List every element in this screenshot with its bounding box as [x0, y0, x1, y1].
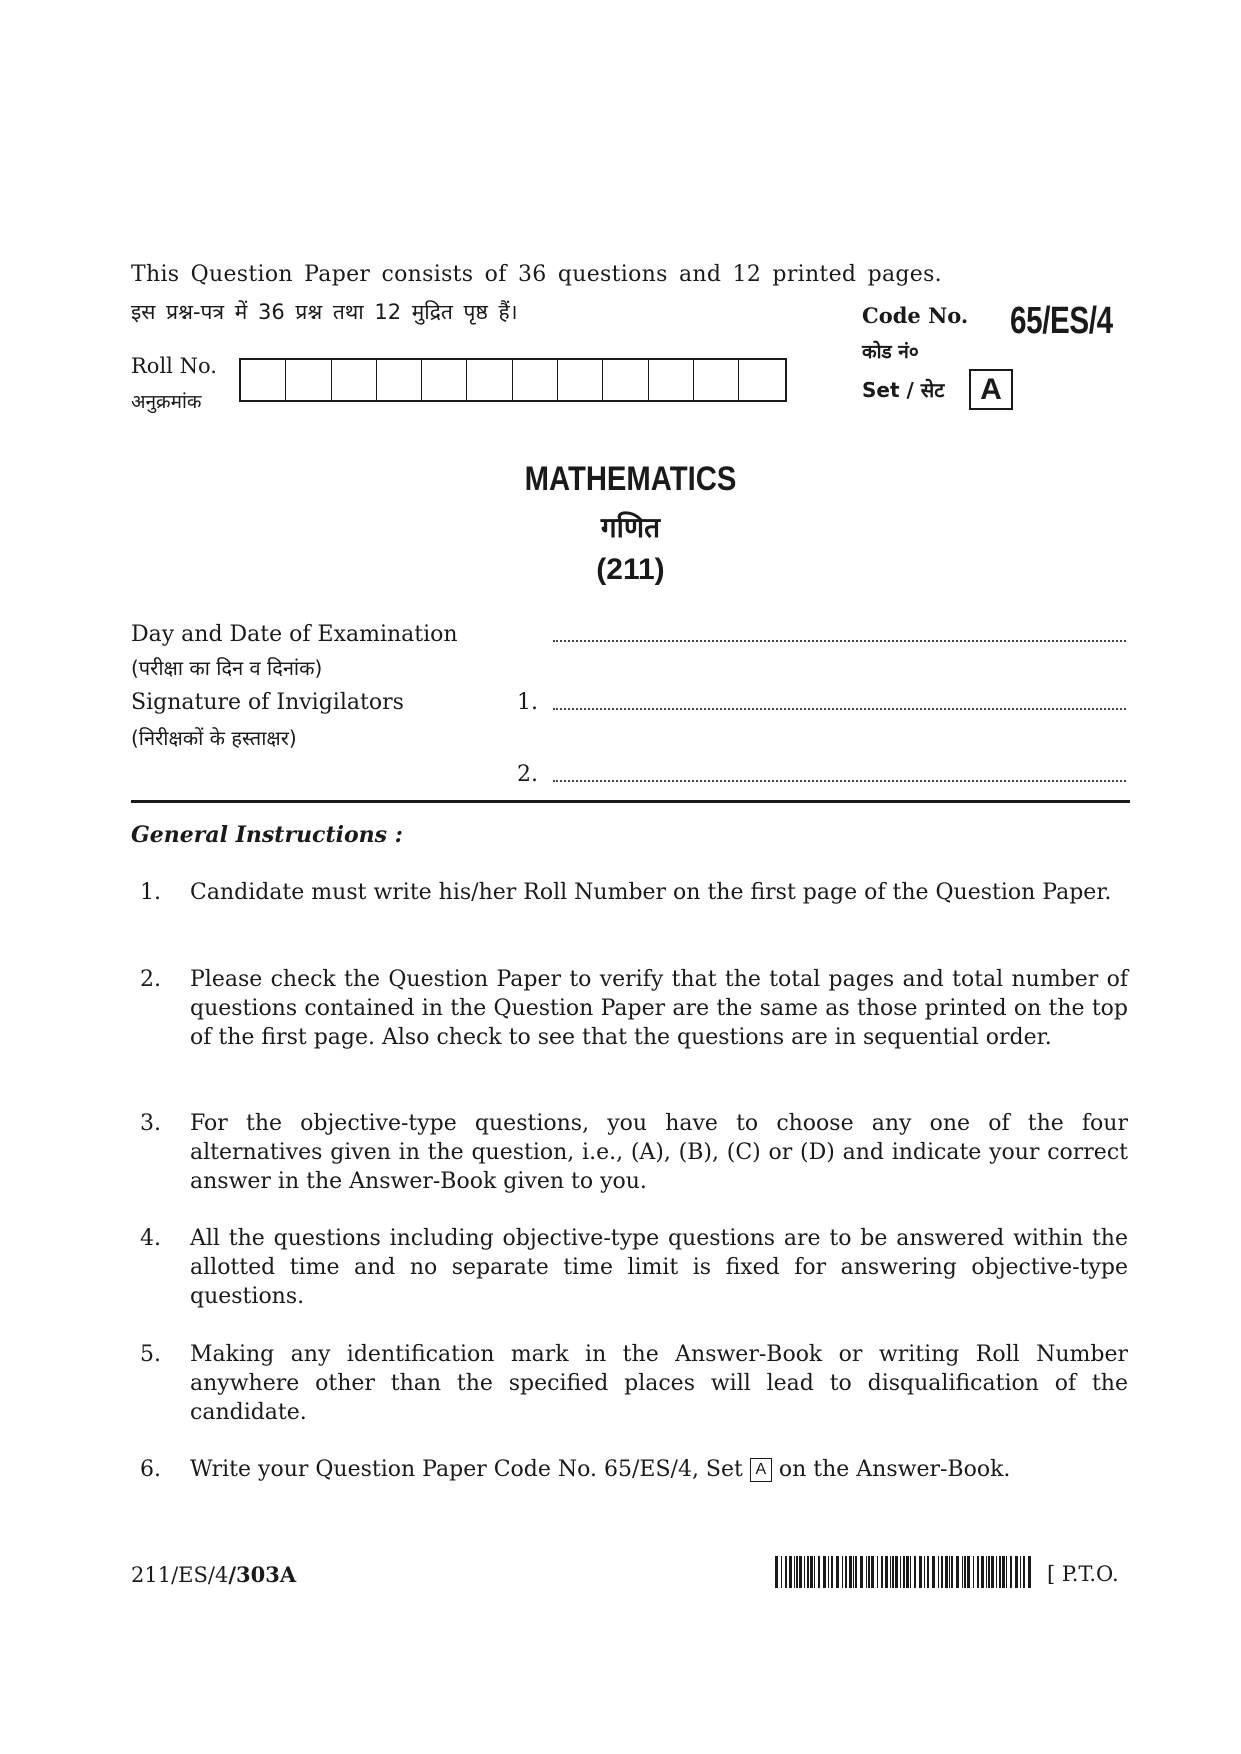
page-count-note-en: This Question Paper consists of 36 questions and 12 printed pages.: [131, 262, 942, 287]
roll-number-box[interactable]: [558, 360, 603, 400]
instruction-number: 6.: [140, 1457, 161, 1482]
instruction-text: [190, 1455, 1128, 1484]
general-instructions-title: General Instructions :: [131, 822, 403, 848]
subject-title: MATHEMATICS: [524, 460, 737, 498]
instruction-item: [140, 878, 1128, 907]
roll-number-box[interactable]: [649, 360, 694, 400]
set-label: Set / सेट: [862, 378, 945, 402]
instruction-text-before: Write your Question Paper Code No. 65/ES/4, Set: [190, 1457, 743, 1482]
instruction-item: [140, 1340, 1128, 1427]
divider: [131, 800, 1130, 803]
roll-number-box[interactable]: [241, 360, 286, 400]
instruction-item: [140, 1109, 1128, 1196]
set-inline-box: A: [750, 1458, 772, 1482]
roll-number-box[interactable]: [286, 360, 331, 400]
signature-2-line[interactable]: [553, 778, 1126, 782]
roll-number-box[interactable]: [332, 360, 377, 400]
footer-code-suffix: /303A: [228, 1562, 297, 1587]
subject-title-hi: गणित: [600, 511, 661, 544]
roll-number-box[interactable]: [513, 360, 558, 400]
instruction-item: [140, 1224, 1128, 1311]
subject-code: (211): [596, 553, 665, 586]
footer-code: [131, 1562, 296, 1587]
roll-number-box[interactable]: [739, 360, 784, 400]
roll-number-box[interactable]: [467, 360, 512, 400]
instruction-number: 1.: [140, 880, 161, 905]
instruction-number: 4.: [140, 1226, 161, 1251]
code-label-hi: कोड नं०: [862, 341, 919, 363]
barcode-icon: [775, 1556, 1035, 1588]
instruction-number: 5.: [140, 1342, 161, 1367]
instruction-text: All the questions including objective-type questions are to be answered within the allotted time and no separate time limit is fixed for answering objective-type questions.: [190, 1226, 1128, 1309]
roll-number-box[interactable]: [377, 360, 422, 400]
page-count-note-hi: इस प्रश्न-पत्र में 36 प्रश्न तथा 12 मुद्रित पृष्ठ हैं।: [131, 300, 518, 324]
instruction-text: For the objective-type questions, you have to choose any one of the four alternatives given in the question, i.e., (A), (B), (C) or (D) and indicate your correct answer in the Answer-Book given to you.: [190, 1111, 1128, 1194]
pto-label: [ P.T.O.: [1047, 1562, 1119, 1586]
roll-number-label: Roll No.: [131, 354, 217, 378]
roll-number-box[interactable]: [694, 360, 739, 400]
roll-number-box[interactable]: [422, 360, 467, 400]
set-box: [969, 369, 1013, 410]
invigilator-signature-label-hi: (निरीक्षकों के हस्ताक्षर): [131, 726, 297, 750]
instruction-text: Making any identification mark in the Answer-Book or writing Roll Number anywhere other than the specified places will lead to disqualification of the candidate.: [190, 1342, 1128, 1425]
signature-1-number: 1.: [517, 690, 538, 715]
roll-number-label-hi: अनुक्रमांक: [131, 391, 202, 413]
footer-code-prefix: 211/ES/4: [131, 1563, 229, 1587]
exam-date-line[interactable]: [553, 638, 1126, 642]
instruction-text: Please check the Question Paper to verify that the total pages and total number of questions contained in the Question Paper are the same as those printed on the top of the first page. Also check to see that the questions are in sequential order.: [190, 967, 1128, 1050]
set-value: A: [980, 372, 1002, 406]
exam-date-label-hi: (परीक्षा का दिन व दिनांक): [131, 656, 323, 680]
instruction-item: [140, 965, 1128, 1052]
signature-2-number: 2.: [517, 762, 538, 787]
signature-1-line[interactable]: [553, 706, 1126, 710]
invigilator-signature-label: Signature of Invigilators: [131, 690, 404, 715]
roll-number-boxes[interactable]: [239, 358, 787, 402]
instruction-item: [140, 1455, 1128, 1484]
instruction-text: Candidate must write his/her Roll Number on the first page of the Question Paper.: [190, 880, 1112, 905]
roll-number-box[interactable]: [603, 360, 648, 400]
instruction-text-after: on the Answer-Book.: [778, 1457, 1011, 1482]
code-label: Code No.: [862, 303, 969, 328]
instruction-number: 3.: [140, 1111, 161, 1136]
paper-code: 65/ES/4: [1010, 300, 1113, 342]
instruction-number: 2.: [140, 967, 161, 992]
exam-date-label: Day and Date of Examination: [131, 622, 458, 647]
